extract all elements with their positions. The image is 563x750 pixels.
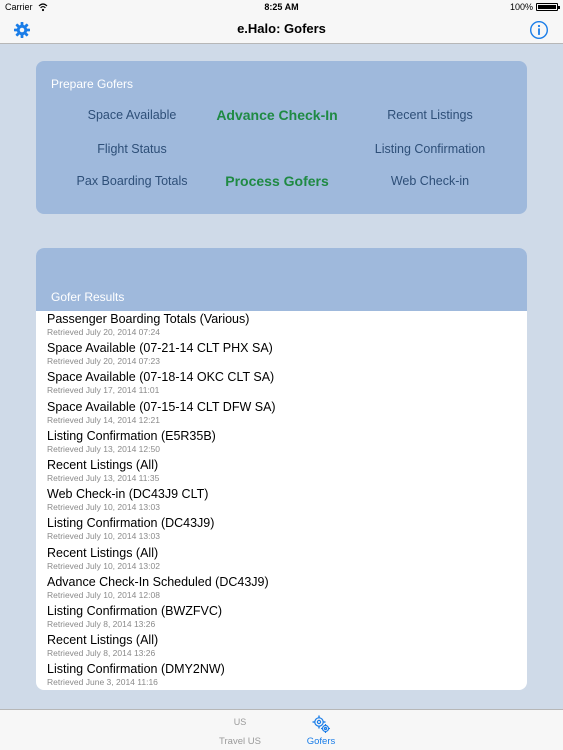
list-item[interactable] [36,369,527,398]
nav-bar [0,14,563,44]
us-icon: US [233,717,247,727]
tab-travel-us[interactable] [210,710,270,750]
result-retrieved: Retrieved June 3, 2014 11:16 [47,677,158,688]
result-retrieved: Retrieved July 10, 2014 12:08 [47,589,160,600]
pax-boarding-totals-link[interactable]: Pax Boarding Totals [76,174,188,188]
tab-gofers[interactable] [291,710,351,750]
battery-icon [536,3,558,11]
page-title: e.Halo: Gofers [237,21,326,36]
result-title: Space Available (07-18-14 OKC CLT SA) [47,370,275,385]
recent-listings-link[interactable]: Recent Listings [387,108,473,122]
result-retrieved: Retrieved July 17, 2014 11:01 [47,385,160,396]
status-time: 8:25 AM [264,2,299,12]
gofer-results-header [36,248,527,311]
tab-label: Gofers [306,736,336,747]
list-item[interactable] [36,515,527,544]
carrier-label: Carrier [5,2,33,12]
result-retrieved: Retrieved July 14, 2014 12:21 [47,414,160,425]
listing-confirmation-link[interactable]: Listing Confirmation [374,142,486,156]
result-title: Web Check-in (DC43J9 CLT) [47,487,209,502]
gofer-results-panel [36,248,527,690]
result-retrieved: Retrieved July 10, 2014 13:02 [47,560,160,571]
result-retrieved: Retrieved July 8, 2014 13:26 [47,618,156,629]
result-retrieved: Retrieved July 13, 2014 11:35 [47,472,160,483]
list-item[interactable] [36,457,527,486]
result-retrieved: Retrieved July 13, 2014 12:50 [47,443,160,454]
advance-check-in-link[interactable]: Advance Check-In [216,107,338,123]
result-title: Listing Confirmation (E5R35B) [47,428,216,443]
web-check-in-link[interactable]: Web Check-in [390,174,470,188]
result-title: Listing Confirmation (DC43J9) [47,516,215,531]
list-item[interactable] [36,661,527,690]
list-item[interactable] [36,486,527,515]
result-title: Recent Listings (All) [47,633,159,648]
flight-status-link[interactable]: Flight Status [97,142,167,156]
result-retrieved: Retrieved July 10, 2014 13:03 [47,502,160,513]
result-title: Passenger Boarding Totals (Various) [47,312,250,326]
result-title: Listing Confirmation (DMY2NW) [47,662,225,677]
process-gofers-link[interactable]: Process Gofers [225,173,329,189]
result-title: Recent Listings (All) [47,457,159,472]
result-retrieved: Retrieved July 20, 2014 07:24 [47,327,160,337]
space-available-link[interactable]: Space Available [87,108,177,122]
gofer-results-heading: Gofer Results [51,290,125,304]
tab-bar [0,709,563,750]
result-retrieved: Retrieved July 20, 2014 07:23 [47,356,160,367]
prepare-gofers-heading: Prepare Gofers [51,77,134,91]
result-retrieved: Retrieved July 10, 2014 13:03 [47,531,160,542]
list-item[interactable] [36,632,527,661]
tab-label: Travel US [219,736,261,747]
result-title: Space Available (07-21-14 CLT PHX SA) [47,341,273,356]
list-item[interactable] [36,603,527,632]
result-title: Recent Listings (All) [47,545,159,560]
result-title: Space Available (07-15-14 CLT DFW SA) [47,399,276,414]
info-icon[interactable] [529,20,549,40]
battery-percent: 100% [509,2,533,12]
results-list[interactable] [36,311,527,690]
list-item[interactable] [36,311,527,340]
prepare-gofers-panel [36,61,527,214]
result-retrieved: Retrieved July 8, 2014 13:26 [47,648,156,659]
list-item[interactable] [36,574,527,603]
result-title: Advance Check-In Scheduled (DC43J9) [47,574,269,589]
list-item[interactable] [36,428,527,457]
status-bar [0,0,563,14]
list-item[interactable] [36,399,527,428]
gear-icon [311,714,331,734]
list-item[interactable] [36,340,527,369]
result-title: Listing Confirmation (BWZFVC) [47,603,223,618]
list-item[interactable] [36,545,527,574]
